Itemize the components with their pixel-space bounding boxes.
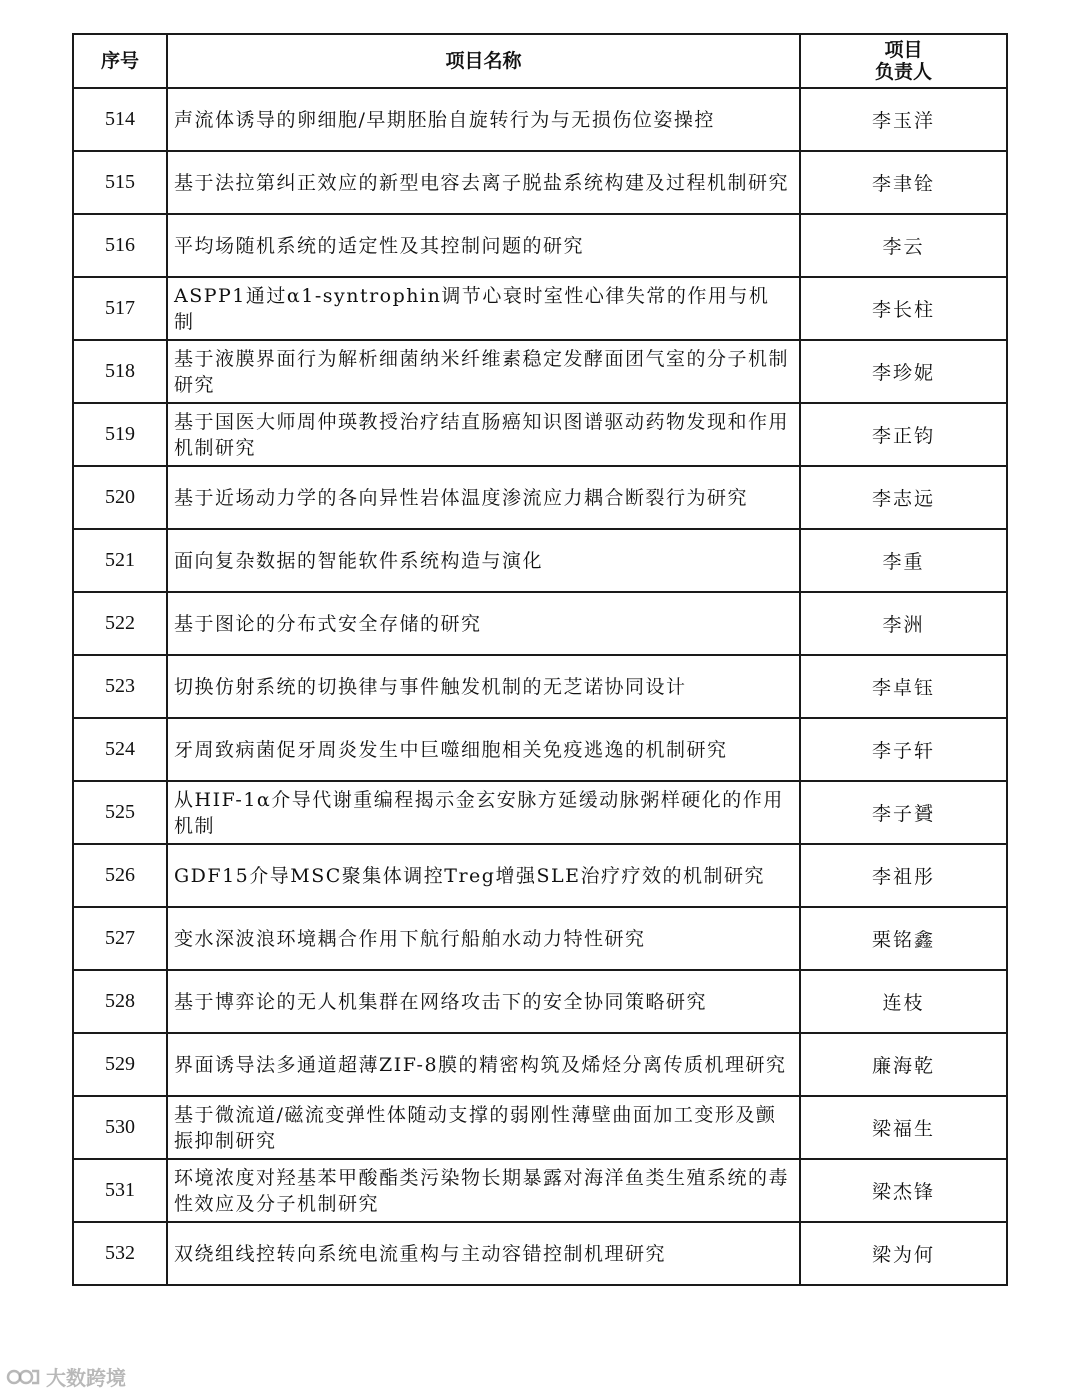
table-row xyxy=(73,88,1007,151)
project-lead-cell: 李珍妮 xyxy=(800,340,1007,403)
serial-number-cell: 530 xyxy=(73,1096,167,1159)
serial-number-cell: 525 xyxy=(73,781,167,844)
table-row xyxy=(73,214,1007,277)
project-lead-cell: 梁杰锋 xyxy=(800,1159,1007,1222)
project-lead-cell: 李云 xyxy=(800,214,1007,277)
project-name-cell: 基于液膜界面行为解析细菌纳米纤维素稳定发酵面团气室的分子机制研究 xyxy=(167,340,800,403)
project-lead-cell: 梁为何 xyxy=(800,1222,1007,1285)
watermark xyxy=(6,1362,126,1391)
serial-number-cell: 531 xyxy=(73,1159,167,1222)
serial-number-cell: 521 xyxy=(73,529,167,592)
serial-number-cell: 514 xyxy=(73,88,167,151)
table-row xyxy=(73,781,1007,844)
table-header xyxy=(73,34,1007,88)
table-row xyxy=(73,655,1007,718)
project-name-cell: 切换仿射系统的切换律与事件触发机制的无芝诺协同设计 xyxy=(167,655,800,718)
project-lead-cell: 李长柱 xyxy=(800,277,1007,340)
table-row xyxy=(73,340,1007,403)
table-row xyxy=(73,1159,1007,1222)
table-body xyxy=(73,88,1007,1285)
project-name-cell: 双绕组线控转向系统电流重构与主动容错控制机理研究 xyxy=(167,1222,800,1285)
project-lead-cell: 栗铭鑫 xyxy=(800,907,1007,970)
project-lead-cell: 李正钧 xyxy=(800,403,1007,466)
serial-number-cell: 519 xyxy=(73,403,167,466)
brand-logo-icon xyxy=(6,1366,40,1388)
header-row xyxy=(73,34,1007,88)
project-table xyxy=(72,33,1008,1286)
project-name-cell: 基于博弈论的无人机集群在网络攻击下的安全协同策略研究 xyxy=(167,970,800,1033)
project-lead-cell: 李祖彤 xyxy=(800,844,1007,907)
project-name-cell: 环境浓度对羟基苯甲酸酯类污染物长期暴露对海洋鱼类生殖系统的毒性效应及分子机制研究 xyxy=(167,1159,800,1222)
serial-number-cell: 528 xyxy=(73,970,167,1033)
project-name-cell: 基于图论的分布式安全存储的研究 xyxy=(167,592,800,655)
header-project-name: 项目名称 xyxy=(167,34,800,88)
project-lead-cell: 廉海乾 xyxy=(800,1033,1007,1096)
header-serial-number: 序号 xyxy=(73,34,167,88)
serial-number-cell: 527 xyxy=(73,907,167,970)
project-lead-cell: 李子轩 xyxy=(800,718,1007,781)
table-row xyxy=(73,529,1007,592)
serial-number-cell: 524 xyxy=(73,718,167,781)
table-row xyxy=(73,907,1007,970)
table-row xyxy=(73,151,1007,214)
project-name-cell: 面向复杂数据的智能软件系统构造与演化 xyxy=(167,529,800,592)
project-name-cell: GDF15介导MSC聚集体调控Treg增强SLE治疗疗效的机制研究 xyxy=(167,844,800,907)
project-lead-cell: 李子贇 xyxy=(800,781,1007,844)
serial-number-cell: 529 xyxy=(73,1033,167,1096)
table-row xyxy=(73,1033,1007,1096)
project-name-cell: 牙周致病菌促牙周炎发生中巨噬细胞相关免疫逃逸的机制研究 xyxy=(167,718,800,781)
header-project-lead xyxy=(800,34,1007,88)
header-project-lead-line2: 负责人 xyxy=(874,61,932,83)
project-lead-cell: 李重 xyxy=(800,529,1007,592)
table-row xyxy=(73,592,1007,655)
project-lead-cell: 李卓钰 xyxy=(800,655,1007,718)
watermark-text: 大数跨境 xyxy=(46,1366,126,1390)
project-name-cell: 基于国医大师周仲瑛教授治疗结直肠癌知识图谱驱动药物发现和作用机制研究 xyxy=(167,403,800,466)
table-row xyxy=(73,466,1007,529)
serial-number-cell: 532 xyxy=(73,1222,167,1285)
project-lead-cell: 梁福生 xyxy=(800,1096,1007,1159)
table-row xyxy=(73,844,1007,907)
serial-number-cell: 517 xyxy=(73,277,167,340)
serial-number-cell: 526 xyxy=(73,844,167,907)
table-row xyxy=(73,718,1007,781)
project-lead-cell: 李聿铨 xyxy=(800,151,1007,214)
serial-number-cell: 523 xyxy=(73,655,167,718)
project-name-cell: 界面诱导法多通道超薄ZIF-8膜的精密构筑及烯烃分离传质机理研究 xyxy=(167,1033,800,1096)
project-name-cell: 平均场随机系统的适定性及其控制问题的研究 xyxy=(167,214,800,277)
serial-number-cell: 516 xyxy=(73,214,167,277)
project-name-cell: 基于近场动力学的各向异性岩体温度渗流应力耦合断裂行为研究 xyxy=(167,466,800,529)
project-lead-cell: 李志远 xyxy=(800,466,1007,529)
project-name-cell: ASPP1通过α1-syntrophin调节心衰时室性心律失常的作用与机制 xyxy=(167,277,800,340)
project-name-cell: 基于法拉第纠正效应的新型电容去离子脱盐系统构建及过程机制研究 xyxy=(167,151,800,214)
project-lead-cell: 李玉洋 xyxy=(800,88,1007,151)
table-row xyxy=(73,970,1007,1033)
table-row xyxy=(73,403,1007,466)
table-row xyxy=(73,1096,1007,1159)
table-row xyxy=(73,1222,1007,1285)
project-name-cell: 变水深波浪环境耦合作用下航行船舶水动力特性研究 xyxy=(167,907,800,970)
project-lead-cell: 连枝 xyxy=(800,970,1007,1033)
serial-number-cell: 522 xyxy=(73,592,167,655)
serial-number-cell: 520 xyxy=(73,466,167,529)
project-name-cell: 基于微流道/磁流变弹性体随动支撑的弱刚性薄壁曲面加工变形及颤振抑制研究 xyxy=(167,1096,800,1159)
project-lead-cell: 李洲 xyxy=(800,592,1007,655)
serial-number-cell: 518 xyxy=(73,340,167,403)
serial-number-cell: 515 xyxy=(73,151,167,214)
project-name-cell: 从HIF-1α介导代谢重编程揭示金玄安脉方延缓动脉粥样硬化的作用机制 xyxy=(167,781,800,844)
header-project-lead-line1: 项目 xyxy=(884,39,923,61)
table-row xyxy=(73,277,1007,340)
project-name-cell: 声流体诱导的卵细胞/早期胚胎自旋转行为与无损伤位姿操控 xyxy=(167,88,800,151)
